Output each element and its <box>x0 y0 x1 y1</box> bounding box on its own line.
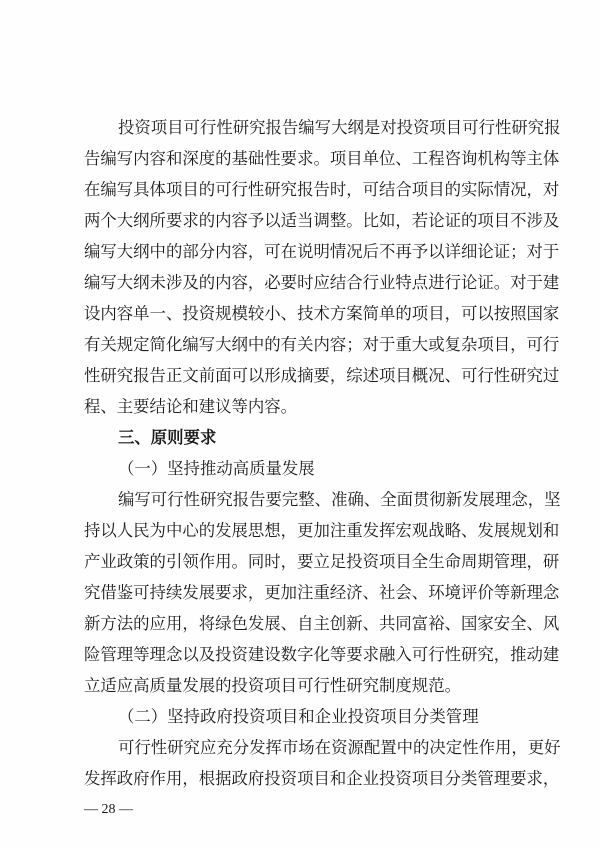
para1-line-8: 有关规定简化编写大纲中的有关内容；对于重大或复杂项目，可行 <box>84 335 560 354</box>
subheading-2: （二）坚持政府投资项目和企业投资项目分类管理 <box>118 707 479 726</box>
para2-line-1: 编写可行性研究报告要完整、准确、全面贯彻新发展理念，坚 <box>118 490 561 509</box>
para1-line-9: 性研究报告正文前面可以形成摘要，综述项目概况、可行性研究过 <box>84 366 560 385</box>
para2-line-6: 险管理等理念以及投资建设数字化等要求融入可行性研究，推动建 <box>84 645 560 664</box>
subheading-1: （一）坚持推动高质量发展 <box>118 459 315 478</box>
page-number: — 28 — <box>84 802 133 817</box>
para2-line-3: 产业政策的引领作用。同时，要立足投资项目全生命周期管理，研 <box>84 552 560 571</box>
para3-line-1: 可行性研究应充分发挥市场在资源配置中的决定性作用，更好 <box>118 738 561 757</box>
section-heading: 三、原则要求 <box>118 428 217 447</box>
para1-line-1: 投资项目可行性研究报告编写大纲是对投资项目可行性研究报 <box>118 118 561 137</box>
para1-line-10: 程、主要结论和建议等内容。 <box>84 397 298 416</box>
para2-line-2: 持以人民为中心的发展思想，更加注重发挥宏观战略、发展规划和 <box>84 521 560 540</box>
para2-line-5: 新方法的应用，将绿色发展、自主创新、共同富裕、国家安全、风 <box>84 614 560 633</box>
para1-line-3: 在编写具体项目的可行性研究报告时，可结合项目的实际情况，对 <box>84 180 560 199</box>
para1-line-6: 编写大纲未涉及的内容，必要时应结合行业特点进行论证。对于建 <box>84 273 560 292</box>
para1-line-2: 告编写内容和深度的基础性要求。项目单位、工程咨询机构等主体 <box>84 149 560 168</box>
para1-line-7: 设内容单一、投资规模较小、技术方案简单的项目，可以按照国家 <box>84 304 560 323</box>
para2-line-4: 究借鉴可持续发展要求，更加注重经济、社会、环境评价等新理念 <box>84 583 560 602</box>
para2-line-7: 立适应高质量发展的投资项目可行性研究制度规范。 <box>84 676 461 695</box>
para3-line-2: 发挥政府作用，根据政府投资项目和企业投资项目分类管理要求， <box>84 769 560 788</box>
para1-line-5: 编写大纲中的部分内容，可在说明情况后不再予以详细论证；对于 <box>84 242 560 261</box>
para1-line-4: 两个大纲所要求的内容予以适当调整。比如，若论证的项目不涉及 <box>84 211 560 230</box>
